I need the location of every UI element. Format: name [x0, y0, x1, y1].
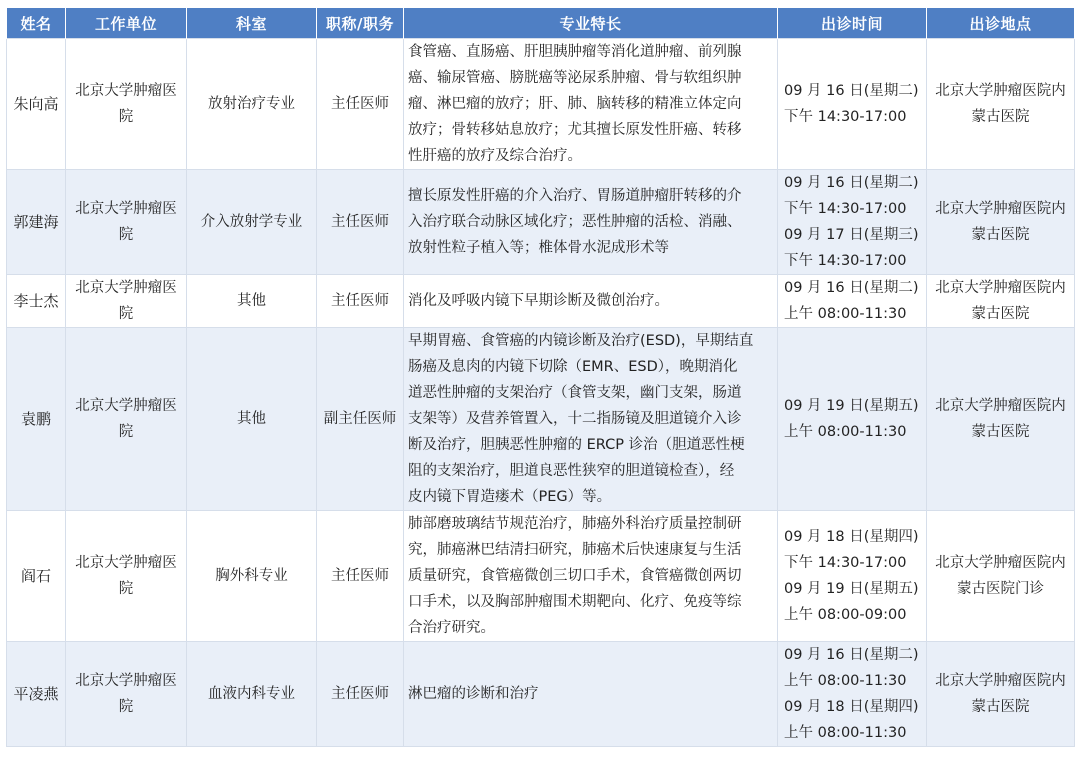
- department: 介入放射学专业: [187, 170, 317, 275]
- work-unit: [66, 275, 187, 328]
- clinic-time: [778, 39, 927, 170]
- header-name: 姓名: [7, 8, 66, 39]
- work-unit: [66, 328, 187, 511]
- clinic-time-line: 09 月 18 日(星期四): [784, 529, 919, 545]
- header-unit: 工作单位: [66, 8, 187, 39]
- clinic-place: [927, 170, 1075, 275]
- clinic-place-line: 北京大学肿瘤医院内: [935, 280, 1066, 296]
- clinic-time-line: 上午 08:00-11:30: [784, 424, 907, 440]
- clinic-time-line: 09 月 19 日(星期五): [784, 398, 919, 414]
- specialty: [404, 642, 778, 747]
- clinic-time: [778, 170, 927, 275]
- work-unit-line: 院: [118, 306, 134, 322]
- header-dept: 科室: [187, 8, 317, 39]
- clinic-time: [778, 275, 927, 328]
- doctor-name: 袁鹏: [7, 328, 66, 511]
- doctor-schedule-table: [6, 8, 1075, 747]
- specialty-line: 口手术，以及胸部肿瘤围术期靶向、化疗、免疫等综: [408, 594, 742, 610]
- specialty: [404, 170, 778, 275]
- header-specialty: 专业特长: [404, 8, 778, 39]
- job-title: 主任医师: [317, 275, 404, 328]
- clinic-place: [927, 275, 1075, 328]
- clinic-place-line: 北京大学肿瘤医院内: [935, 83, 1066, 99]
- job-title: 主任医师: [317, 170, 404, 275]
- clinic-time-line: 上午 08:00-11:30: [784, 306, 907, 322]
- specialty: [404, 328, 778, 511]
- specialty-line: 究，肺癌淋巴结清扫研究，肺癌术后快速康复与生活: [408, 542, 742, 558]
- doctor-name: 阎石: [7, 511, 66, 642]
- clinic-place-line: 蒙古医院门诊: [957, 581, 1044, 597]
- work-unit: [66, 642, 187, 747]
- specialty-line: 癌、输尿管癌、膀胱癌等泌尿系肿瘤、骨与软组织肿: [408, 70, 742, 86]
- clinic-place-line: 北京大学肿瘤医院内: [935, 555, 1066, 571]
- work-unit-line: 北京大学肿瘤医: [75, 201, 177, 217]
- clinic-place-line: 北京大学肿瘤医院内: [935, 398, 1066, 414]
- work-unit-line: 院: [118, 424, 134, 440]
- department: 放射治疗专业: [187, 39, 317, 170]
- header-place: 出诊地点: [927, 8, 1075, 39]
- specialty-line: 肠癌及息肉的内镜下切除（EMR、ESD），晚期消化: [408, 359, 738, 375]
- clinic-time-line: 09 月 18 日(星期四): [784, 699, 919, 715]
- clinic-place-line: 蒙古医院: [971, 306, 1030, 322]
- clinic-time-line: 09 月 16 日(星期二): [784, 647, 919, 663]
- clinic-place-line: 蒙古医院: [971, 699, 1030, 715]
- clinic-place-line: 蒙古医院: [971, 109, 1030, 125]
- clinic-place: [927, 39, 1075, 170]
- specialty-line: 擅长原发性肝癌的介入治疗、胃肠道肿瘤肝转移的介: [408, 188, 742, 204]
- clinic-place-line: 蒙古医院: [971, 227, 1030, 243]
- specialty-line: 肺部磨玻璃结节规范治疗，肺癌外科治疗质量控制研: [408, 516, 742, 532]
- specialty-line: 食管癌、直肠癌、肝胆胰肿瘤等消化道肿瘤、前列腺: [408, 44, 742, 60]
- clinic-place-line: 北京大学肿瘤医院内: [935, 201, 1066, 217]
- department: 其他: [187, 328, 317, 511]
- schedule-table-wrapper: [6, 8, 1074, 747]
- department: 胸外科专业: [187, 511, 317, 642]
- work-unit-line: 北京大学肿瘤医: [75, 280, 177, 296]
- clinic-place: [927, 511, 1075, 642]
- department: 其他: [187, 275, 317, 328]
- clinic-time: [778, 328, 927, 511]
- job-title: 主任医师: [317, 642, 404, 747]
- job-title: 副主任医师: [317, 328, 404, 511]
- work-unit-line: 北京大学肿瘤医: [75, 398, 177, 414]
- table-row: [7, 511, 1075, 642]
- doctor-name: 平凌燕: [7, 642, 66, 747]
- specialty-line: 瘤、淋巴瘤的放疗；肝、肺、脑转移的精准立体定向: [408, 96, 742, 112]
- clinic-place-line: 蒙古医院: [971, 424, 1030, 440]
- clinic-time-line: 上午 08:00-09:00: [784, 607, 907, 623]
- work-unit-line: 院: [118, 227, 134, 243]
- clinic-time: [778, 642, 927, 747]
- clinic-time-line: 09 月 16 日(星期二): [784, 280, 919, 296]
- specialty-line: 质量研究，食管癌微创三切口手术，食管癌微创两切: [408, 568, 742, 584]
- specialty-line: 淋巴瘤的诊断和治疗: [408, 686, 539, 702]
- specialty: [404, 511, 778, 642]
- header-title: 职称/职务: [317, 8, 404, 39]
- clinic-place: [927, 642, 1075, 747]
- work-unit-line: 北京大学肿瘤医: [75, 83, 177, 99]
- work-unit: [66, 170, 187, 275]
- clinic-place-line: 北京大学肿瘤医院内: [935, 673, 1066, 689]
- work-unit-line: 院: [118, 699, 134, 715]
- table-row: [7, 328, 1075, 511]
- specialty: [404, 39, 778, 170]
- work-unit: [66, 511, 187, 642]
- clinic-time-line: 09 月 16 日(星期二): [784, 83, 919, 99]
- clinic-time-line: 下午 14:30-17:00: [784, 555, 907, 571]
- clinic-time-line: 09 月 16 日(星期二): [784, 175, 919, 191]
- job-title: 主任医师: [317, 39, 404, 170]
- department: 血液内科专业: [187, 642, 317, 747]
- specialty-line: 放疗；骨转移姑息放疗；尤其擅长原发性肝癌、转移: [408, 122, 742, 138]
- specialty-line: 断及治疗，胆胰恶性肿瘤的 ERCP 诊治（胆道恶性梗: [408, 437, 745, 453]
- work-unit-line: 北京大学肿瘤医: [75, 673, 177, 689]
- doctor-name: 李士杰: [7, 275, 66, 328]
- clinic-time-line: 下午 14:30-17:00: [784, 253, 907, 269]
- specialty-line: 支架等）及营养管置入，十二指肠镜及胆道镜介入诊: [408, 411, 742, 427]
- work-unit-line: 北京大学肿瘤医: [75, 555, 177, 571]
- table-header-row: [7, 8, 1075, 39]
- work-unit: [66, 39, 187, 170]
- clinic-time-line: 09 月 19 日(星期五): [784, 581, 919, 597]
- clinic-time-line: 下午 14:30-17:00: [784, 109, 907, 125]
- work-unit-line: 院: [118, 109, 134, 125]
- clinic-time-line: 09 月 17 日(星期三): [784, 227, 919, 243]
- specialty-line: 性肝癌的放疗及综合治疗。: [408, 148, 582, 164]
- specialty-line: 阻的支架治疗，胆道良恶性狭窄的胆道镜检查），经: [408, 463, 735, 479]
- specialty-line: 道恶性肿瘤的支架治疗（食管支架，幽门支架，肠道: [408, 385, 742, 401]
- specialty-line: 入治疗联合动脉区域化疗；恶性肿瘤的活检、消融、: [408, 214, 742, 230]
- specialty-line: 皮内镜下胃造瘘术（PEG）等。: [408, 489, 612, 505]
- specialty-line: 早期胃癌、食管癌的内镜诊断及治疗(ESD)，早期结直: [408, 333, 754, 349]
- table-row: [7, 170, 1075, 275]
- clinic-place: [927, 328, 1075, 511]
- clinic-time-line: 上午 08:00-11:30: [784, 673, 907, 689]
- doctor-name: 郭建海: [7, 170, 66, 275]
- table-row: [7, 39, 1075, 170]
- specialty-line: 放射性粒子植入等；椎体骨水泥成形术等: [408, 240, 669, 256]
- table-row: [7, 642, 1075, 747]
- clinic-time-line: 下午 14:30-17:00: [784, 201, 907, 217]
- table-row: [7, 275, 1075, 328]
- work-unit-line: 院: [118, 581, 134, 597]
- doctor-name: 朱向高: [7, 39, 66, 170]
- specialty-line: 合治疗研究。: [408, 620, 495, 636]
- header-time: 出诊时间: [778, 8, 927, 39]
- clinic-time: [778, 511, 927, 642]
- clinic-time-line: 上午 08:00-11:30: [784, 725, 907, 741]
- specialty-line: 消化及呼吸内镜下早期诊断及微创治疗。: [408, 293, 669, 309]
- job-title: 主任医师: [317, 511, 404, 642]
- specialty: [404, 275, 778, 328]
